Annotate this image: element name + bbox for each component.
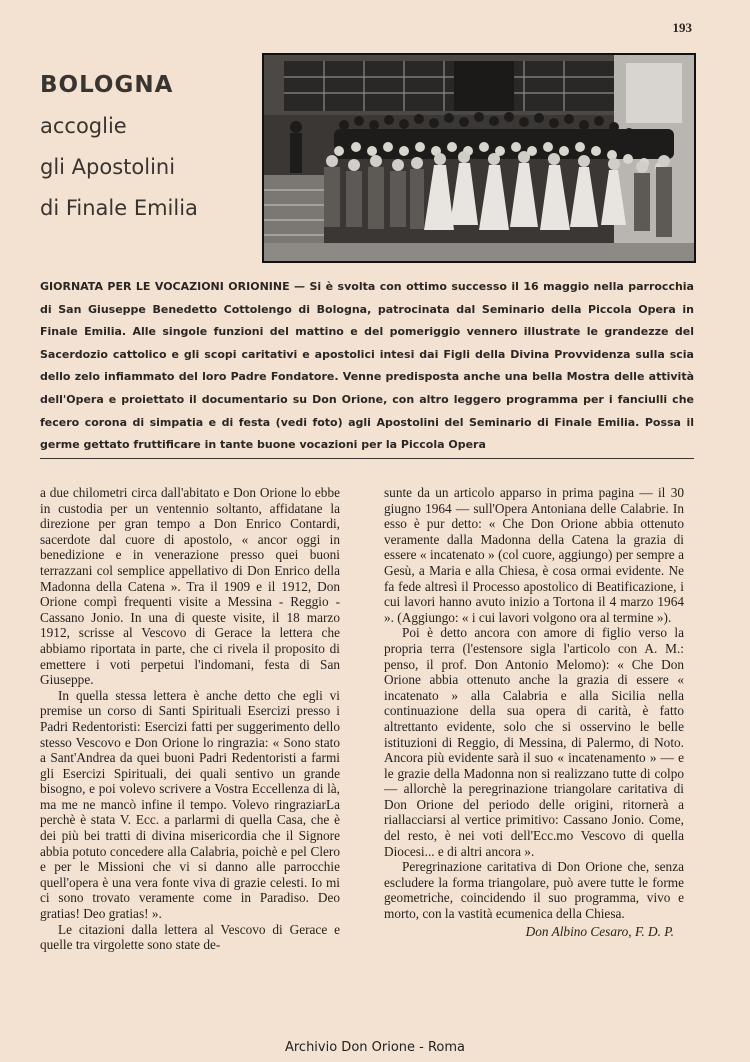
title-line-2: accoglie [40,114,127,138]
article-title [40,72,265,229]
right-column [384,485,684,939]
lead-paragraph [40,276,694,457]
title-line-3: gli Apostolini [40,155,176,179]
author-signature: Don Albino Cesaro, F. D. P. [525,923,674,939]
page-number: 193 [672,20,692,35]
group-photo [262,53,696,263]
paragraph: sunte da un articolo apparso in prima pagina — il 30 giugno 1964 — sull'Opera Antoniana delle Calabrie. In esso è pur detto: « Che Don Orione abbia ottenuto veramente dalla Madonna della Catena la grazia di essere « incatenato » (col cuore, aggiungo) per sempre a Gesù, a Maria e alla Chiesa, è cosa ormai evidente. Ne fa fede altresì il Processo apostolico di Beatificazione, i cui lavori hanno avuto inizio a Tortona il 4 marzo 1964 ». (Aggiungo: « i cui lavori volgono ora al termine »). [384,485,684,625]
paragraph: In quella stessa lettera è anche detto che egli vi premise un corso di Santi Spirituali Esercizi presso i Padri Redentoristi: Esercizi fatti per suggerimento dello stesso Vescovo e Don Orione lo ringrazia: « Sono stato a Sant'Andrea da quei buoni Padri Redentoristi a farmi gli Esercizi Spirituali, dei quali sentivo un grande bisogno, e poi volevo scrivere a Vostra Eccellenza di là, ma me ne mancò infine il tempo. Volevo ringraziarLa perchè è stata V. Ecc. a parlarmi di quella Casa, che è dei più bei tratti di divina misericordia che il Signore abbia potuto concedere alla Calabria, poichè e pel Clero e per le Missioni che vi si danno alle parrocchie quell'opera è una vera fonte viva di grazie celesti. Io mi ci sono trovato veramente come in Paradiso. Deo gratias! Deo gratias! ». [40,687,340,922]
lead-heading: GIORNATA PER LE VOCAZIONI ORIONINE — [40,280,306,293]
lead-body: Si è svolta con ottimo successo il 16 maggio nella parrocchia di San Giuseppe Benedetto Cottolengo di Bologna, patrocinata dal Seminario della Piccola Opera in Finale Emilia. Alle singole funzioni del mattino e del pomeriggio vennero illustrate le grandezze del Sacerdozio cattolico e gli scopi caritativi e apostolici intesi dai Figli della Divina Provvidenza sulla scia dello zelo infiammato del loro Padre Fondatore. Venne predisposta anche una bella Mostra delle attività dell'Opera e proiettato il documentario su Don Orione, con altro leggero programma per i fanciulli che fecero corona di simpatia e di festa (vedi foto) agli Apostolini del Seminario di Finale Emilia. Possa il germe gettato fruttificare in tante buone vocazioni per la Piccola Opera [40,280,694,452]
paragraph: Peregrinazione caritativa di Don Orione che, senza escludere la forma triangolare, può avere tutte le forme geometriche, coincidendo il suo programma, vivo e morto, con la vastità ecumenica della Chiesa. [384,859,684,922]
section-divider [40,458,694,459]
title-line-1: BOLOGNA [40,72,174,98]
title-line-4: di Finale Emilia [40,196,198,220]
archive-footer: Archivio Don Orione - Roma [284,1040,466,1055]
paragraph: Le citazioni dalla lettera al Vescovo di Gerace e quelle tra virgolette sono state de- [40,921,340,953]
paragraph: a due chilometri circa dall'abitato e Don Orione lo ebbe in custodia per un ventennio soltanto, affidatane la direzione per gran tempo a Don Enrico Contardi, sacerdote dal cuore di apostolo, « ancor oggi in benedizione e in venerazione presso quei buoni terrazzani col semplice appellativo di Don Enrico della Madonna della Catena ». Tra il 1909 e il 1912, Don Orione compì frequenti visite a Messina - Reggio - Cassano Jonio. In una di queste visite, il 18 marzo 1912, scrisse al Vescovo di Gerace la lettera che abbiamo riportata in parte, che ci rivela il proposito di emettere i voti perpetui l'indomani, festa di San Giuseppe. [40,485,340,688]
paragraph: Poi è detto ancora con amore di figlio verso la propria terra (l'estensore sigla l'articolo con A. M.: penso, il prof. Don Antonio Melomo): « Che Don Orione abbia ottenuto anche la grazia di essere « incatenato » alla Calabria e alla Sicilia nella continuazione della sua opera di carità, è fatto altrettanto evidente, solo che si osservino le belle istituzioni di Reggio, di Messina, di Palermo, di Noto. Ancora più evidente sarà il suo « incatenamento » — e le grazie della Madonna non si realizzano tutte di colpo — allorchè la peregrinazione triangolare caritativa di Don Orione del periodo delle origini, ritornerà a riallacciarsi al vertice primitivo: Cassano Jonio. Come, del resto, è nei voti dell'Ecc.mo Vescovo di quella Diocesi... e di altri ancora ». [384,625,684,859]
left-column [40,485,340,953]
